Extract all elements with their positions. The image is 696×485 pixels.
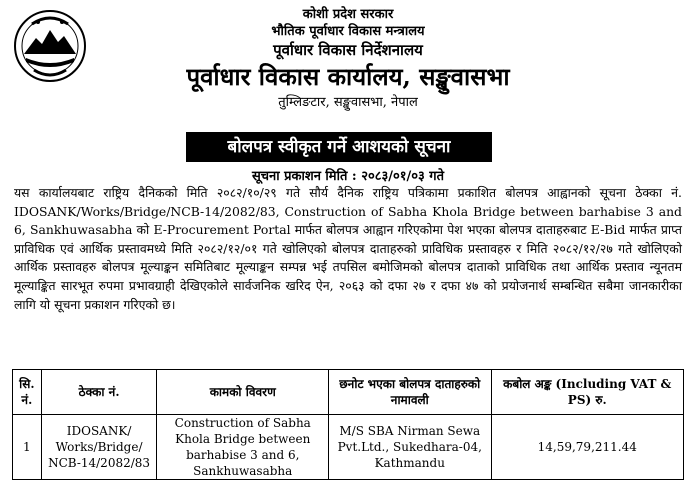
ministry-name: भौतिक पूर्वाधार विकास मन्त्रालय <box>271 24 425 39</box>
header-bidder: छनोट भएका बोलपत्र दाताहरुको नामावली <box>329 370 492 415</box>
header-amount: कबोल अङ्क (Including VAT & PS) रु. <box>491 370 683 415</box>
notice-paragraph: यस कार्यालयबाट राष्ट्रिय दैनिकको मिति २०८२/१०/२९ गते सौर्य दैनिक राष्ट्रिय पत्रिकामा प्रकाशित बोलपत्र आह्वानको सूचना ठेक्का नं. IDOSANK/Works/Bridge/NCB-14/2082/83, Construction of Sabha Khola Bridge between barhabise 3 and 6, Sankhuwasabha को E-Procurement Portal मार्फत बोलपत्र आह्वान गरिएकोमा पेश भएका बोलपत्र दाताहरुबाट E-Bid मार्फत प्राप्त प्राविधिक एवं आर्थिक प्रस्तावमध्ये मिति २०८२/१२/०१ गते खोलिएको बोलपत्र दाताहरुको प्राविधिक प्रस्तावहरु र मिति २०८२/१२/२७ गते खोलिएको आर्थिक प्रस्तावहरु बोलपत्र मूल्याङ्कन समितिबाट मूल्याङ्कन सम्पन्न भई तपसिल बमोजिमको बोलपत्र दाताको प्राविधिक तथा आर्थिक प्रस्ताव न्यूनतम मूल्याङ्कित सारभूत रुपमा प्रभावग्राही देखिएकोले सार्वजनिक खरिद ऐन, २०६३ को दफा २७ र दफा ४७ को प्रयोजनार्थ सम्बन्धित सबैमा जानकारीका लागि यो सूचना प्रकाशन गरिएको छ। <box>14 185 682 312</box>
publication-date: सूचना प्रकाशन मिति : २०८३/०१/०३ गते <box>251 169 445 184</box>
letterhead <box>0 0 696 130</box>
cell-bidder: M/S SBA Nirman Sewa Pvt.Ltd., Sukedhara-04, Kathmandu <box>329 415 492 480</box>
header-description: कामको विवरण <box>157 370 329 415</box>
province-government: कोशी प्रदेश सरकार <box>302 7 394 22</box>
notice-body <box>14 184 682 314</box>
notice-title: बोलपत्र स्वीकृत गर्ने आशयको सूचना <box>186 132 492 162</box>
cell-description: Construction of Sabha Khola Bridge between barhabise 3 and 6, Sankhuwasabha <box>157 415 329 480</box>
table-header-row <box>13 370 684 415</box>
office-name: पूर्वाधार विकास कार्यालय, सङ्खुवासभा <box>186 62 510 91</box>
cell-sn: 1 <box>13 415 42 480</box>
header-contract: ठेक्का नं. <box>41 370 157 415</box>
office-address: तुम्लिङटार, सङ्खुवासभा, नेपाल <box>278 95 418 110</box>
cell-amount: 14,59,79,211.44 <box>491 415 683 480</box>
directorate-name: पूर्वाधार विकास निर्देशनालय <box>273 41 423 59</box>
table-row <box>13 415 684 480</box>
cell-contract: IDOSANK/ Works/Bridge/ NCB-14/2082/83 <box>41 415 157 480</box>
header-sn: सि. नं. <box>13 370 42 415</box>
bid-table <box>12 369 684 480</box>
